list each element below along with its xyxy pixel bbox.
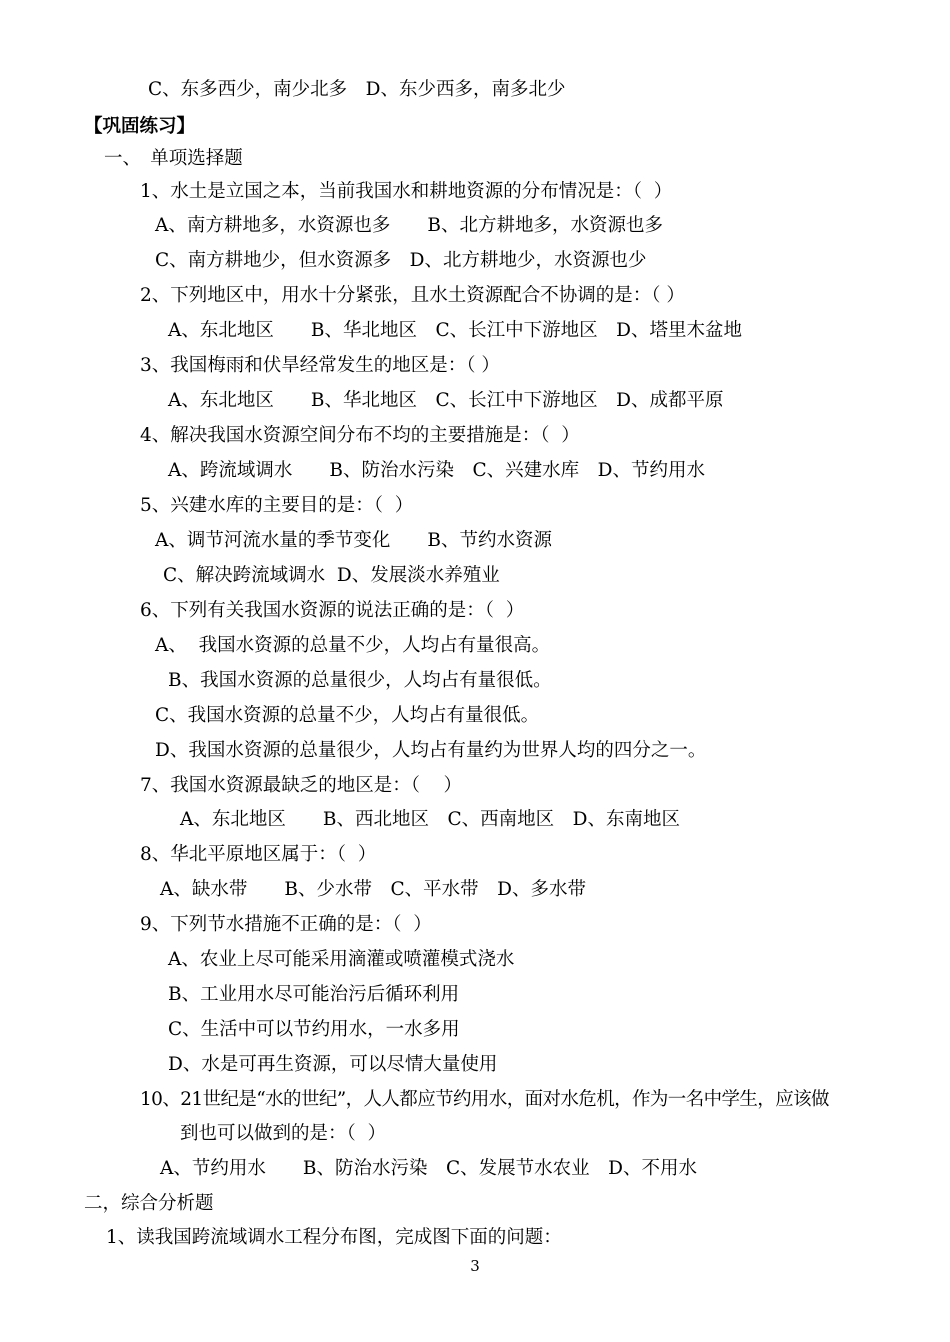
option-text: A、东北地区 B、西北地区 C、西南地区 D、东南地区 xyxy=(180,809,680,830)
question-text: 1、水土是立国之本，当前我国水和耕地资源的分布情况是：（ ） xyxy=(140,181,673,202)
text-line: C、东多西少，南少北多 D、东少西多，南多北少 xyxy=(148,79,566,100)
option-text: D、水是可再生资源，可以尽情大量使用 xyxy=(168,1054,498,1075)
option-text: C、我国水资源的总量不少，人均占有量很低。 xyxy=(155,705,540,726)
question-text: 1、读我国跨流域调水工程分布图，完成图下面的问题： xyxy=(106,1227,562,1248)
question-text: 2、下列地区中，用水十分紧张，且水土资源配合不协调的是：（ ） xyxy=(140,285,685,306)
option-text: A、东北地区 B、华北地区 C、长江中下游地区 D、塔里木盆地 xyxy=(168,320,742,341)
option-text: D、我国水资源的总量很少，人均占有量约为世界人均的四分之一。 xyxy=(155,740,707,761)
option-text: A、调节河流水量的季节变化 B、节约水资源 xyxy=(155,530,552,551)
question-text: 10、21世纪是“水的世纪”，人人都应节约用水，面对水危机，作为一名中学生，应该做 xyxy=(140,1089,829,1110)
subsection-heading: 二，综合分析题 xyxy=(84,1193,214,1214)
option-text: B、工业用水尽可能治污后循环利用 xyxy=(168,984,460,1005)
option-text: A、农业上尽可能采用滴灌或喷灌模式浇水 xyxy=(168,949,515,970)
question-text: 8、华北平原地区属于：（ ） xyxy=(140,844,377,865)
option-text: C、南方耕地少，但水资源多 D、北方耕地少，水资源也少 xyxy=(155,250,647,271)
option-text: A、跨流域调水 B、防治水污染 C、兴建水库 D、节约用水 xyxy=(168,460,705,481)
option-text: A、 我国水资源的总量不少，人均占有量很高。 xyxy=(155,635,551,656)
page-number: 3 xyxy=(470,1257,480,1275)
question-text: 4、解决我国水资源空间分布不均的主要措施是：（ ） xyxy=(140,425,580,446)
option-text: C、解决跨流域调水 D、发展淡水养殖业 xyxy=(163,565,500,586)
question-text: 6、下列有关我国水资源的说法正确的是：（ ） xyxy=(140,600,525,621)
option-text: A、缺水带 B、少水带 C、平水带 D、多水带 xyxy=(160,879,586,900)
question-text: 3、我国梅雨和伏旱经常发生的地区是：（ ） xyxy=(140,355,500,376)
question-text-continued: 到也可以做到的是：（ ） xyxy=(180,1123,387,1144)
option-text: A、南方耕地多，水资源也多 B、北方耕地多，水资源也多 xyxy=(155,215,663,236)
option-text: A、东北地区 B、华北地区 C、长江中下游地区 D、成都平原 xyxy=(168,390,724,411)
subsection-heading: 一、 单项选择题 xyxy=(104,148,243,169)
option-text: B、我国水资源的总量很少，人均占有量很低。 xyxy=(168,670,552,691)
option-text: C、生活中可以节约用水，一水多用 xyxy=(168,1019,460,1040)
question-text: 9、下列节水措施不正确的是：（ ） xyxy=(140,914,432,935)
question-text: 7、我国水资源最缺乏的地区是：（ ） xyxy=(140,775,463,796)
option-text: A、节约用水 B、防治水污染 C、发展节水农业 D、不用水 xyxy=(160,1158,697,1179)
question-text: 5、兴建水库的主要目的是：（ ） xyxy=(140,495,414,516)
section-heading: 【巩固练习】 xyxy=(84,116,196,137)
